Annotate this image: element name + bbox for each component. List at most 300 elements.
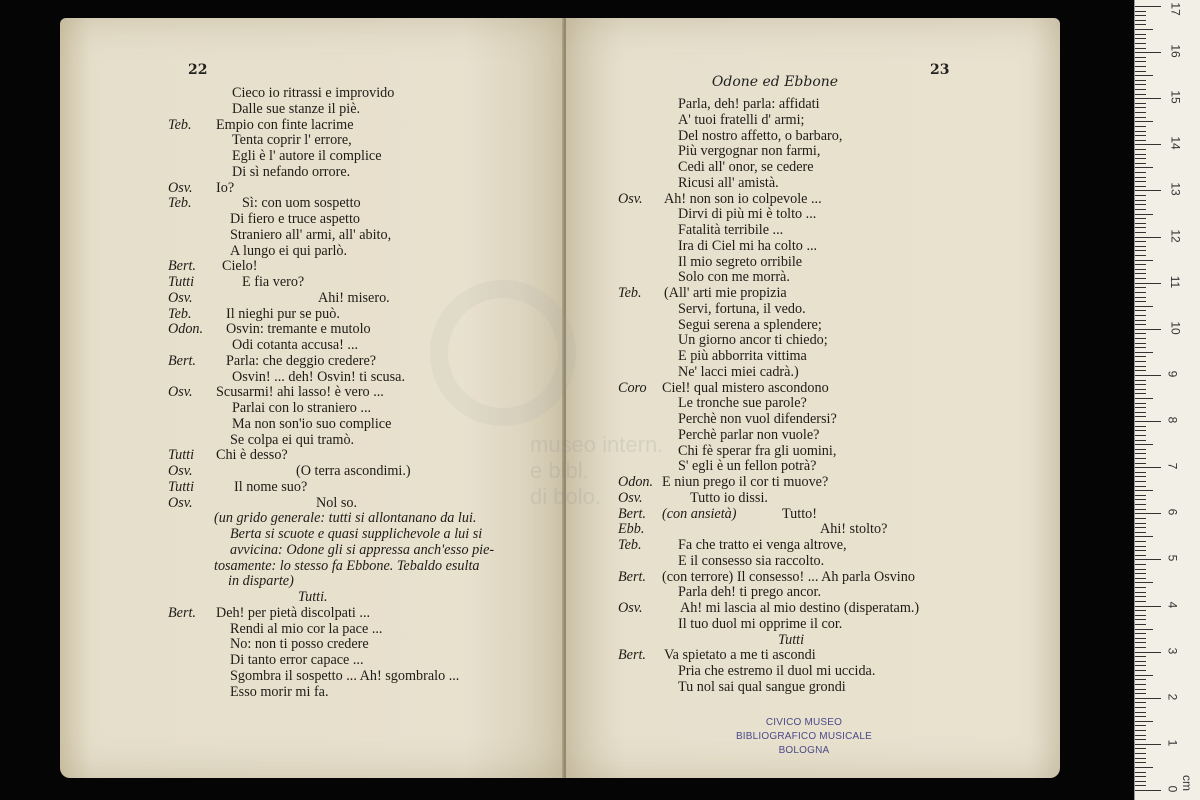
ruler-tick (1135, 633, 1146, 634)
ruler-tick (1135, 43, 1146, 44)
ruler-tick (1135, 606, 1161, 607)
verse-line: Deh! per pietà discolpati ... (216, 604, 371, 621)
ruler-tick (1135, 656, 1146, 657)
verse-line: Le tronche sue parole? (678, 395, 807, 412)
ruler-tick (1135, 393, 1146, 394)
ruler-tick (1135, 11, 1146, 12)
ruler-tick (1135, 426, 1146, 427)
ruler-tick (1135, 375, 1161, 376)
speaker-label: Osv. (168, 463, 193, 479)
ruler-tick (1135, 569, 1146, 570)
speaker-label: Bert. (168, 352, 196, 369)
ruler-tick (1135, 144, 1161, 145)
ruler-tick (1135, 149, 1146, 150)
ruler-tick (1135, 329, 1161, 330)
speaker-label: Osv. (168, 494, 193, 511)
ruler-tick (1135, 181, 1146, 182)
verse-line: Dalle sue stanze il piè. (232, 100, 361, 117)
verse-line: Nol so. (316, 494, 357, 511)
verse-line: Tu nol sai qual sangue grondi (678, 678, 846, 695)
ruler-unit: cm (1180, 775, 1194, 791)
ruler-tick (1135, 320, 1146, 321)
ruler-number: 7 (1165, 462, 1180, 470)
ruler-tick (1135, 467, 1161, 468)
ruler-tick (1135, 361, 1146, 362)
speaker-label: Teb. (618, 537, 642, 553)
ruler-tick (1135, 310, 1146, 311)
ruler-tick (1135, 278, 1146, 279)
ruler-tick (1135, 559, 1161, 560)
ruler-tick (1135, 412, 1146, 413)
verse-line: Cielo! (222, 258, 258, 275)
verse-line: Parlai con lo straniero ... (232, 400, 372, 416)
verse-line: Ira di Ciel mi ha colto ... (678, 237, 818, 254)
verse-line: Chi fè sperar fra gli uomini, (678, 442, 837, 459)
verse-line: in disparte) (228, 573, 294, 590)
ruler-tick (1135, 592, 1146, 593)
ruler-tick (1135, 186, 1146, 187)
ruler-tick (1135, 748, 1146, 749)
ruler-tick (1135, 670, 1146, 671)
verse-line: Rendi al mio cor la pace ... (230, 620, 383, 637)
ruler-number: 16 (1168, 44, 1183, 58)
ruler-tick (1135, 665, 1146, 666)
ruler-tick (1135, 338, 1146, 339)
ruler-tick (1135, 527, 1146, 528)
ruler-tick (1135, 131, 1146, 132)
ruler-tick (1135, 135, 1146, 136)
left-page-number: 22 (188, 62, 208, 78)
ruler-tick (1135, 762, 1146, 763)
ruler-tick (1135, 513, 1161, 514)
speaker-label: Bert. (168, 604, 196, 621)
ruler-tick (1135, 126, 1146, 127)
ruler-tick (1135, 578, 1146, 579)
ruler-tick (1135, 227, 1146, 228)
ruler-tick (1135, 154, 1146, 155)
watermark-line: museo intern. (530, 432, 664, 457)
verse-line: Tutti (778, 631, 805, 648)
verse-line: avvicina: Odone gli si appressa anch'esso pie- (230, 541, 495, 558)
ruler-tick (1135, 80, 1146, 81)
speaker-label: Odon. (168, 321, 204, 338)
ruler-number: 4 (1165, 601, 1180, 608)
verse-line: A lungo ei qui parlò. (230, 242, 348, 259)
speaker-label: Coro (618, 379, 647, 396)
ruler-tick (1135, 546, 1146, 547)
ruler-tick (1135, 684, 1146, 685)
verse-line: Empio con finte lacrime (216, 116, 354, 133)
ruler-tick (1135, 444, 1153, 445)
ruler-tick (1135, 384, 1146, 385)
ruler-tick (1135, 689, 1146, 690)
verse-line: Ciel! qual mistero ascondono (662, 379, 829, 396)
ruler-tick (1135, 250, 1146, 251)
ruler-tick (1135, 647, 1146, 648)
watermark-line: e bibl. (530, 458, 589, 483)
ruler-tick (1135, 541, 1146, 542)
ruler-number: 11 (1168, 275, 1183, 288)
ruler-tick (1135, 52, 1161, 53)
watermark-logo (430, 280, 576, 426)
ruler-tick (1135, 430, 1146, 431)
verse-line: Sgombra il sospetto ... Ah! sgombralo ... (230, 667, 460, 684)
ruler-tick (1135, 57, 1146, 58)
ruler-tick (1135, 776, 1146, 777)
stamp-line: BIBLIOGRAFICO MUSICALE (735, 731, 873, 742)
verse-line: E niun prego il cor ti muove? (662, 474, 829, 490)
verse-line: Straniero all' armi, all' abito, (230, 226, 392, 243)
speaker-label: Osv. (168, 179, 193, 196)
speaker-label: Teb. (168, 305, 192, 322)
verse-line: Ne' lacci miei cadrà.) (678, 363, 799, 380)
speaker-label: Bert. (618, 505, 646, 522)
ruler-tick (1135, 38, 1146, 39)
ruler-tick (1135, 204, 1146, 205)
verse-line: Cedi all' onor, se cedere (678, 159, 814, 175)
verse-line: tosamente: lo stesso fa Ebbone. Tebaldo esulta (214, 557, 480, 574)
ruler-tick (1135, 209, 1146, 210)
ruler-tick (1135, 370, 1146, 371)
stamp-line: CIVICO MUSEO (765, 717, 843, 728)
verse-line: E più abborrita vittima (678, 348, 807, 364)
watermark-text (530, 432, 663, 510)
ruler-tick (1135, 94, 1146, 95)
ruler-number: 0 (1165, 785, 1180, 793)
ruler-tick (1135, 652, 1161, 653)
speaker-label: Teb. (618, 285, 642, 301)
ruler-tick (1135, 495, 1146, 496)
ruler-number: 15 (1168, 90, 1183, 104)
ruler-tick (1135, 177, 1146, 178)
ruler-tick (1135, 103, 1146, 104)
verse-line: Scusarmi! ahi lasso! è vero ... (216, 384, 384, 401)
stamp-line: BOLOGNA (778, 745, 830, 756)
ruler-tick (1135, 767, 1153, 768)
ruler-tick (1135, 790, 1161, 791)
verse-line: A' tuoi fratelli d' armi; (678, 111, 805, 128)
ruler-tick (1135, 232, 1146, 233)
ruler-tick (1135, 675, 1153, 676)
ruler-number: 10 (1168, 321, 1183, 335)
ruler-tick (1135, 744, 1161, 745)
ruler-tick (1135, 463, 1146, 464)
ruler-tick (1135, 301, 1146, 302)
ruler-tick (1135, 725, 1146, 726)
speaker-label: Bert. (168, 258, 196, 275)
ruler-tick (1135, 264, 1146, 265)
ruler-tick (1135, 610, 1146, 611)
ruler-tick (1135, 297, 1146, 298)
speaker-label: Osv. (168, 289, 193, 306)
speaker-label: Osv. (168, 384, 193, 401)
ruler-tick (1135, 15, 1146, 16)
ruler-tick (1135, 421, 1161, 422)
ruler-tick (1135, 315, 1146, 316)
verse-line: Un giorno ancor ti chiedo; (678, 332, 828, 349)
ruler-tick (1135, 440, 1146, 441)
speaker-label: Osv. (618, 190, 643, 207)
ruler-tick (1135, 218, 1146, 219)
ruler-tick (1135, 366, 1146, 367)
ruler-tick (1135, 246, 1146, 247)
verse-line: Esso morir mi fa. (230, 683, 329, 700)
verse-line: (con ansietà) (662, 505, 737, 522)
verse-line: Parla deh! ti prego ancor. (678, 584, 822, 601)
verse-line: Odi cotanta accusa! ... (232, 337, 359, 353)
verse-line: Osvin! ... deh! Osvin! ti scusa. (232, 368, 405, 385)
ruler-tick (1135, 472, 1146, 473)
verse-line: Ah! non son io colpevole ... (664, 190, 822, 207)
speaker-label: Bert. (618, 647, 646, 664)
ruler-tick (1135, 698, 1161, 699)
verse-line: Parla, deh! parla: affidati (678, 96, 820, 112)
ruler-tick (1135, 6, 1161, 7)
verse-line: Fa che tratto ei venga altrove, (678, 537, 847, 553)
ruler-tick (1135, 269, 1146, 270)
ruler-tick (1135, 712, 1146, 713)
ruler-tick (1135, 601, 1146, 602)
verse-line: Dirvi di più mi è tolto ... (678, 206, 817, 223)
ruler-tick (1135, 449, 1146, 450)
ruler-tick (1135, 716, 1146, 717)
ruler-tick (1135, 112, 1146, 113)
verse-line: No: non ti posso credere (230, 636, 369, 653)
ruler-tick (1135, 163, 1146, 164)
ruler-tick (1135, 343, 1146, 344)
ruler-tick (1135, 333, 1146, 334)
ruler-tick (1135, 509, 1146, 510)
ruler-number: 17 (1168, 2, 1183, 16)
ruler-tick (1135, 75, 1153, 76)
ruler-tick (1135, 555, 1146, 556)
verse-line: Sì: con uom sospetto (242, 195, 361, 212)
verse-line: (All' arti mie propizia (664, 285, 787, 301)
verse-line: Servi, fortuna, il vedo. (678, 300, 806, 317)
ruler-tick (1135, 721, 1153, 722)
verse-line: Tutti. (298, 589, 328, 605)
verse-line: Di tanto error capace ... (230, 652, 364, 668)
verse-line: Del nostro affetto, o barbaro, (678, 127, 843, 144)
ruler-tick (1135, 564, 1146, 565)
speaker-label: Osv. (618, 600, 643, 616)
ruler-tick (1135, 214, 1153, 215)
ruler-tick (1135, 223, 1146, 224)
verse-line: Parla: che deggio credere? (226, 352, 377, 369)
ruler-tick (1135, 490, 1153, 491)
ruler-tick (1135, 380, 1146, 381)
ruler-tick (1135, 84, 1146, 85)
ruler-tick (1135, 453, 1146, 454)
ruler-tick (1135, 661, 1146, 662)
ruler-tick (1135, 61, 1146, 62)
speaker-label: Ebb. (618, 521, 645, 538)
ruler-tick (1135, 172, 1146, 173)
verse-line: E fia vero? (242, 274, 305, 290)
verse-line: Più vergognar non farmi, (678, 143, 821, 160)
watermark-line: di bolo. (530, 484, 601, 509)
ruler-tick (1135, 158, 1146, 159)
ruler-tick (1135, 550, 1146, 551)
ruler-tick (1135, 29, 1153, 30)
ruler-tick (1135, 587, 1146, 588)
ruler-tick (1135, 499, 1146, 500)
ruler-tick (1135, 237, 1161, 238)
verse-line: Berta si scuote e quasi supplichevole a lui si (230, 526, 483, 542)
speaker-label: Tutti (168, 447, 195, 464)
ruler-tick (1135, 117, 1146, 118)
verse-line: Io? (216, 179, 235, 196)
ruler-tick (1135, 615, 1146, 616)
ruler-tick (1135, 758, 1146, 759)
verse-line: E il consesso sia raccolto. (678, 552, 825, 569)
ruler-tick (1135, 702, 1146, 703)
verse-line: Egli è l' autore il complice (232, 148, 382, 164)
verse-line: Va spietato a me ti ascondi (664, 647, 816, 664)
verse-line: Di fiero e truce aspetto (230, 211, 360, 227)
ruler-tick (1135, 481, 1146, 482)
ruler-tick (1135, 195, 1146, 196)
ruler-tick (1135, 107, 1146, 108)
verse-line: Il mio segreto orribile (678, 253, 803, 270)
ruler-tick (1135, 167, 1153, 168)
ruler-tick (1135, 638, 1146, 639)
ruler-tick (1135, 735, 1146, 736)
ruler-tick (1135, 352, 1153, 353)
ruler-tick (1135, 140, 1146, 141)
ruler-tick (1135, 582, 1153, 583)
ruler-tick (1135, 504, 1146, 505)
ruler-tick (1135, 573, 1146, 574)
ruler-tick (1135, 693, 1146, 694)
ruler-tick (1135, 679, 1146, 680)
ruler-tick (1135, 518, 1146, 519)
library-stamp (725, 716, 883, 758)
ruler-tick (1135, 98, 1161, 99)
ruler-tick (1135, 739, 1146, 740)
verse-line: Ah! mi lascia al mio destino (disperatam.) (680, 600, 920, 616)
ruler-number: 5 (1165, 555, 1180, 562)
verse-line: Chi è desso? (216, 447, 288, 464)
verse-line: Di sì nefando orrore. (232, 163, 351, 180)
ruler-number: 13 (1168, 182, 1183, 197)
speaker-label: Teb. (168, 116, 192, 133)
verse-line: Cieco io ritrassi e improvido (232, 85, 395, 101)
ruler-tick (1135, 785, 1146, 786)
ruler-tick (1135, 48, 1146, 49)
ruler-tick (1135, 486, 1146, 487)
ruler-tick (1135, 66, 1146, 67)
ruler-tick (1135, 324, 1146, 325)
verse-line: (con terrore) Il consesso! ... Ah parla Osvino (662, 568, 915, 585)
ruler-tick (1135, 24, 1146, 25)
verse-line-tail: Tutto! (782, 505, 817, 522)
ruler-tick (1135, 435, 1146, 436)
verse-line: S' egli è un fellon potrà? (678, 458, 817, 475)
verse-line: Ricusi all' amistà. (678, 174, 779, 191)
ruler-tick (1135, 71, 1146, 72)
measurement-ruler (1134, 0, 1200, 800)
ruler-number: 8 (1165, 416, 1180, 424)
right-page-number: 23 (930, 62, 950, 78)
ruler-tick (1135, 753, 1146, 754)
ruler-tick (1135, 20, 1146, 21)
speaker-label: Osv. (618, 489, 643, 506)
ruler-number: 3 (1165, 647, 1180, 654)
verse-line: Ahi! stolto? (820, 521, 888, 538)
ruler-tick (1135, 121, 1153, 122)
ruler-tick (1135, 523, 1146, 524)
ruler-tick (1135, 287, 1146, 288)
ruler-tick (1135, 730, 1146, 731)
ruler-tick (1135, 624, 1146, 625)
ruler-tick (1135, 781, 1146, 782)
ruler-tick (1135, 89, 1146, 90)
ruler-tick (1135, 407, 1146, 408)
verse-line: Pria che estremo il duol mi uccida. (678, 663, 876, 679)
ruler-tick (1135, 260, 1153, 261)
ruler-tick (1135, 596, 1146, 597)
ruler-tick (1135, 619, 1146, 620)
verse-line: Osvin: tremante e mutolo (226, 321, 371, 338)
verse-line: Il nieghi pur se può. (226, 305, 340, 322)
verse-line: Perchè parlar non vuole? (678, 426, 820, 443)
speaker-label: Odon. (618, 474, 654, 490)
ruler-tick (1135, 398, 1153, 399)
speaker-label: Tutti (168, 274, 195, 290)
ruler-tick (1135, 190, 1161, 191)
ruler-tick (1135, 642, 1146, 643)
ruler-number: 14 (1168, 136, 1183, 151)
verse-line: Solo con me morrà. (678, 269, 790, 286)
verse-line: Perchè non vuol difendersi? (678, 411, 837, 427)
ruler-tick (1135, 273, 1146, 274)
ruler-tick (1135, 356, 1146, 357)
speaker-label: Bert. (618, 568, 646, 585)
ruler-tick (1135, 476, 1146, 477)
ruler-tick (1135, 532, 1146, 533)
running-head: Odone ed Ebbone (711, 74, 839, 90)
verse-line: Fatalità terribile ... (678, 222, 784, 238)
verse-line: Se colpa ei qui tramò. (230, 431, 355, 448)
verse-line: (un grido generale: tutti si allontanano da lui. (214, 510, 477, 527)
verse-line: Ma non son'io suo complice (232, 415, 392, 432)
ruler-tick (1135, 772, 1146, 773)
ruler-tick (1135, 283, 1161, 284)
ruler-number: 6 (1165, 508, 1180, 516)
ruler-tick (1135, 707, 1146, 708)
ruler-number: 1 (1165, 739, 1180, 747)
verse-line: Ahi! misero. (318, 289, 390, 306)
ruler-tick (1135, 347, 1146, 348)
ruler-tick (1135, 389, 1146, 390)
ruler-tick (1135, 306, 1153, 307)
verse-line: (O terra ascondimi.) (296, 463, 411, 479)
ruler-tick (1135, 536, 1153, 537)
ruler-tick (1135, 200, 1146, 201)
ruler-tick (1135, 34, 1146, 35)
ruler-number: 2 (1165, 693, 1180, 701)
speaker-label: Teb. (168, 195, 192, 212)
ruler-tick (1135, 241, 1146, 242)
speaker-label: Tutti (168, 478, 195, 495)
ruler-tick (1135, 458, 1146, 459)
verse-line: Il nome suo? (234, 478, 308, 495)
ruler-number: 9 (1165, 370, 1180, 378)
verse-line: Segui serena a splendere; (678, 316, 822, 333)
ruler-tick (1135, 403, 1146, 404)
ruler-number: 12 (1168, 228, 1183, 243)
